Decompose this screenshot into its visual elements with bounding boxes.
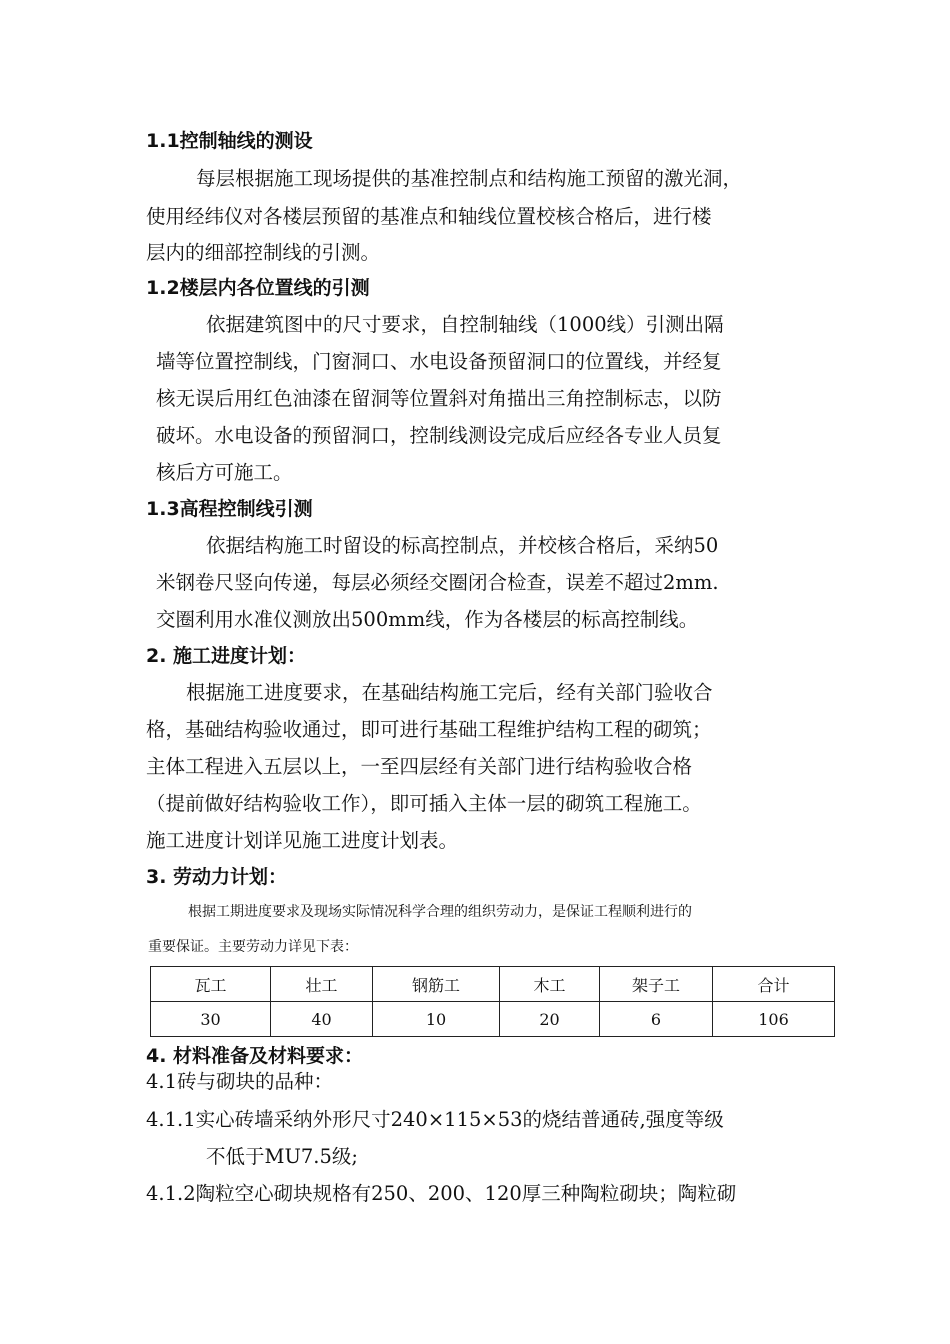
paragraph-line: 依据建筑图中的尺寸要求，自控制轴线（1000线）引测出隔	[206, 313, 724, 336]
paragraph-line: 米钢卷尺竖向传递，每层必须经交圈闭合检查，误差不超过2mm.	[156, 571, 719, 594]
paragraph-line: 核后方可施工。	[156, 461, 293, 484]
section-heading-1-1: 1.1控制轴线的测设	[146, 130, 313, 152]
table-header-cell: 壮工	[271, 967, 373, 1002]
paragraph-line: 使用经纬仪对各楼层预留的基准点和轴线位置校核合格后，进行楼	[146, 205, 712, 228]
paragraph-line: 格，基础结构验收通过，即可进行基础工程维护结构工程的砌筑；	[146, 718, 712, 741]
paragraph-line: 根据工期进度要求及现场实际情况科学合理的组织劳动力，是保证工程顺利进行的	[188, 904, 692, 920]
table-cell: 30	[151, 1002, 271, 1037]
paragraph-line: 主体工程进入五层以上，一至四层经有关部门进行结构验收合格	[146, 755, 693, 778]
table-header-cell: 合计	[713, 967, 835, 1002]
paragraph-line: 层内的细部控制线的引测。	[146, 241, 381, 264]
paragraph-line: 交圈利用水准仪测放出500mm线，作为各楼层的标高控制线。	[156, 608, 699, 631]
table-cell: 40	[271, 1002, 373, 1037]
paragraph-line: 墙等位置控制线，门窗洞口、水电设备预留洞口的位置线，并经复	[156, 350, 722, 373]
paragraph-line: 核无误后用红色油漆在留洞等位置斜对角描出三角控制标志，以防	[156, 387, 722, 410]
section-heading-1-3: 1.3高程控制线引测	[146, 498, 313, 520]
table-row	[151, 1002, 835, 1037]
table-header-cell: 木工	[500, 967, 600, 1002]
paragraph-line: 施工进度计划详见施工进度计划表。	[146, 829, 459, 852]
paragraph-line: 每层根据施工现场提供的基准控制点和结构施工预留的激光洞，	[196, 167, 743, 190]
table-header-row	[151, 967, 835, 1002]
list-item-4-1-2: 4.1.2陶粒空心砌块规格有250、200、120厚三种陶粒砌块；陶粒砌	[146, 1182, 737, 1205]
section-heading-1-2: 1.2楼层内各位置线的引测	[146, 277, 370, 299]
labor-table	[150, 966, 835, 1037]
table-header-cell: 瓦工	[151, 967, 271, 1002]
table-header-cell: 钢筋工	[373, 967, 500, 1002]
section-heading-3: 3. 劳动力计划：	[146, 866, 288, 888]
subsection-heading-4-1: 4.1砖与砌块的品种：	[146, 1070, 334, 1093]
table-cell: 20	[500, 1002, 600, 1037]
section-heading-2: 2. 施工进度计划：	[146, 645, 307, 667]
paragraph-line: （提前做好结构验收工作），即可插入主体一层的砌筑工程施工。	[146, 792, 702, 815]
paragraph-line: 重要保证。主要劳动力详见下表：	[148, 939, 358, 955]
section-heading-4: 4. 材料准备及材料要求：	[146, 1045, 364, 1067]
table-cell: 106	[713, 1002, 835, 1037]
list-item-4-1-1: 4.1.1实心砖墙采纳外形尺寸240×115×53的烧结普通砖,强度等级	[146, 1108, 724, 1131]
table-cell: 10	[373, 1002, 500, 1037]
paragraph-line: 根据施工进度要求，在基础结构施工完后，经有关部门验收合	[186, 681, 713, 704]
table-cell: 6	[600, 1002, 713, 1037]
table-header-cell: 架子工	[600, 967, 713, 1002]
paragraph-line: 依据结构施工时留设的标高控制点，并校核合格后，采纳50	[206, 534, 719, 557]
list-item-4-1-1-cont: 不低于MU7.5级;	[206, 1145, 358, 1168]
paragraph-line: 破坏。水电设备的预留洞口，控制线测设完成后应经各专业人员复	[156, 424, 722, 447]
